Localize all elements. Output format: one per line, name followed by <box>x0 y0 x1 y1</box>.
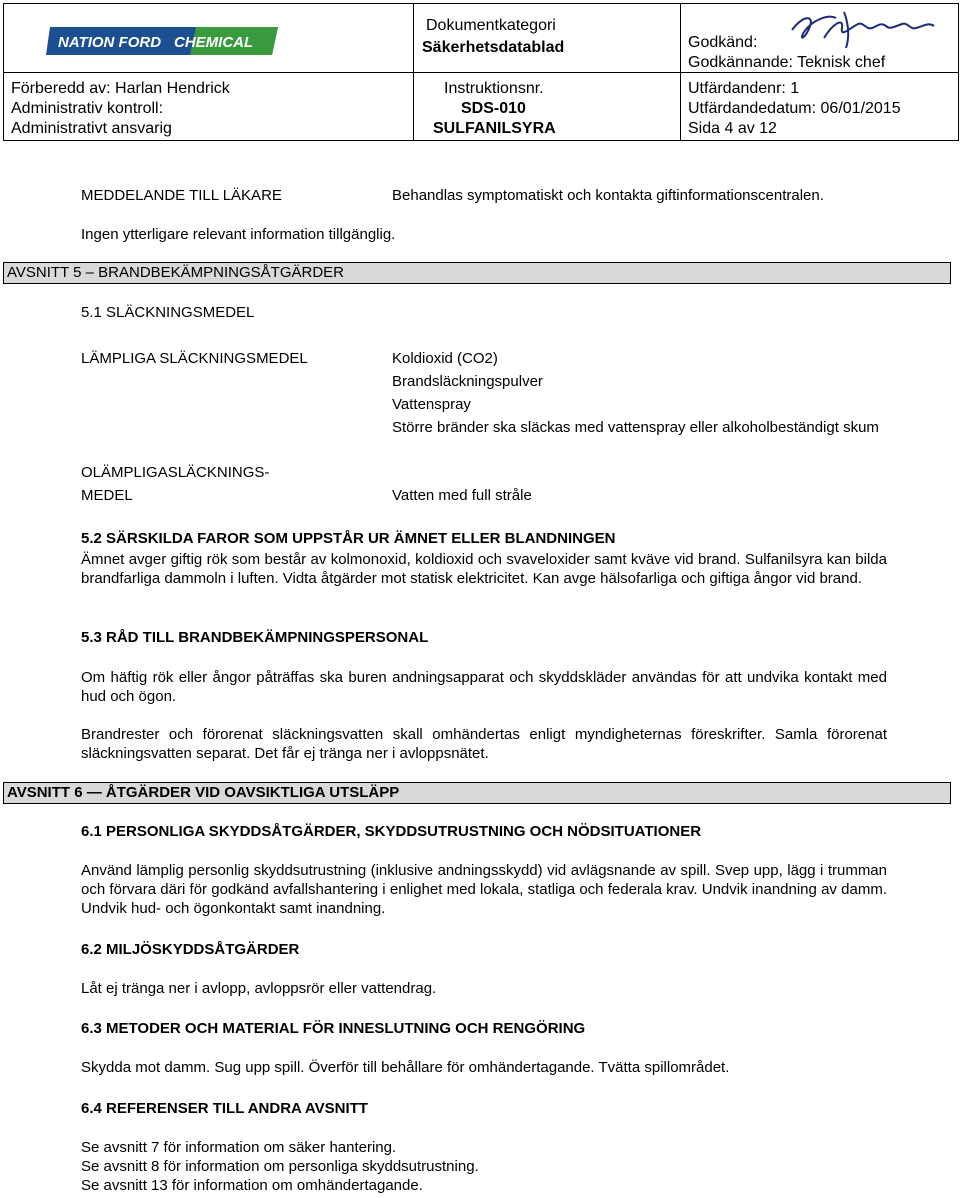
s52-text: Ämnet avger giftig rök som består av kolmonoxid, koldioxid och svaveloxider samt kväve vid brand. Sulfanilsyra kan bilda brandfarliga dammoln i luften. Vidta åtgärder mot statisk elektricitet. Kan avge hälsofarliga och giftiga ångor vid brand. <box>81 551 887 587</box>
s61-text: Använd lämplig personlig skyddsutrustning (inklusive andningsskydd) vid avlägsnande av spill. Svep upp, lägg i trumman och förvara däri för godkänd avfallshantering i enlighet med lokala, statliga och federala krav. Undvik inandning av damm. Undvik hud- och ögonkontakt samt inandning. <box>81 862 887 917</box>
section-6-heading: AVSNITT 6 — ÅTGÄRDER VID OAVSIKTLIGA UTSLÄPP <box>3 782 951 804</box>
s53-text-2: Brandrester och förorenat släckningsvatten skall omhändertas enligt myndigheternas föreskrifter. Samla förorenat släckningsvatten separat. Det får ej tränga ner i avloppsnätet. <box>81 726 887 762</box>
suitable-item: Större bränder ska släckas med vattenspray eller alkoholbeständigt skum <box>392 419 879 436</box>
instruction-label: Instruktionsnr. <box>444 80 544 97</box>
s63-title: 6.3 METODER OCH MATERIAL FÖR INNESLUTNING OCH RENGÖRING <box>81 1020 586 1037</box>
section-5-heading: AVSNITT 5 – BRANDBEKÄMPNINGSÅTGÄRDER <box>3 262 951 284</box>
s62-title: 6.2 MILJÖSKYDDSÅTGÄRDER <box>81 941 300 958</box>
suitable-media-label: LÄMPLIGA SLÄCKNINGSMEDEL <box>81 350 308 367</box>
unsuitable-media-value: Vatten med full stråle <box>392 487 532 504</box>
page-number: Sida 4 av 12 <box>688 120 777 137</box>
s52-title: 5.2 SÄRSKILDA FAROR SOM UPPSTÅR UR ÄMNET ELLER BLANDNINGEN <box>81 530 616 547</box>
issue-number: Utfärdandenr: 1 <box>688 80 800 97</box>
s64-ref: Se avsnitt 8 för information om personliga skyddsutrustning. <box>81 1158 479 1175</box>
s51-title: 5.1 SLÄCKNINGSMEDEL <box>81 304 255 321</box>
s64-ref: Se avsnitt 7 för information om säker hantering. <box>81 1139 397 1156</box>
admin-responsible: Administrativt ansvarig <box>11 120 172 137</box>
doctor-note-extra: Ingen ytterligare relevant information tillgänglig. <box>81 226 396 243</box>
category-value: Säkerhetsdatablad <box>422 39 565 56</box>
prepared-by: Förberedd av: Harlan Hendrick <box>11 80 230 97</box>
suitable-item: Koldioxid (CO2) <box>392 350 498 367</box>
svg-text:CHEMICAL: CHEMICAL <box>174 34 254 51</box>
product-name: SULFANILSYRA <box>433 120 556 137</box>
issue-date: Utfärdandedatum: 06/01/2015 <box>688 100 901 117</box>
suitable-item: Vattenspray <box>392 396 471 413</box>
instruction-number: SDS-010 <box>461 100 526 117</box>
signature-image <box>784 8 954 52</box>
s64-title: 6.4 REFERENSER TILL ANDRA AVSNITT <box>81 1100 368 1117</box>
approved-label: Godkänd: <box>688 34 758 51</box>
company-logo <box>46 25 282 57</box>
s61-title: 6.1 PERSONLIGA SKYDDSÅTGÄRDER, SKYDDSUTRUSTNING OCH NÖDSITUATIONER <box>81 823 702 840</box>
s63-text: Skydda mot damm. Sug upp spill. Överför till behållare för omhändertagande. Tvätta spillområdet. <box>81 1059 730 1076</box>
approver-title: Godkännande: Teknisk chef <box>688 54 886 71</box>
s53-title: 5.3 RÅD TILL BRANDBEKÄMPNINGSPERSONAL <box>81 629 429 646</box>
s62-text: Låt ej tränga ner i avlopp, avloppsrör eller vattendrag. <box>81 980 437 997</box>
doctor-note-text: Behandlas symptomatiskt och kontakta giftinformationscentralen. <box>392 187 824 204</box>
category-label: Dokumentkategori <box>426 17 556 34</box>
document-header <box>3 3 959 141</box>
doctor-note-label: MEDDELANDE TILL LÄKARE <box>81 187 282 204</box>
s64-ref: Se avsnitt 13 för information om omhändertagande. <box>81 1177 423 1194</box>
suitable-item: Brandsläckningspulver <box>392 373 543 390</box>
unsuitable-media-label: OLÄMPLIGASLÄCKNINGS- <box>81 464 270 481</box>
admin-control: Administrativ kontroll: <box>11 100 164 117</box>
unsuitable-media-label-cont: MEDEL <box>81 487 133 504</box>
svg-text:NATION FORD: NATION FORD <box>58 34 162 51</box>
s53-text-1: Om häftig rök eller ångor påträffas ska buren andningsapparat och skyddskläder användas för att undvika kontakt med hud och ögon. <box>81 669 887 705</box>
